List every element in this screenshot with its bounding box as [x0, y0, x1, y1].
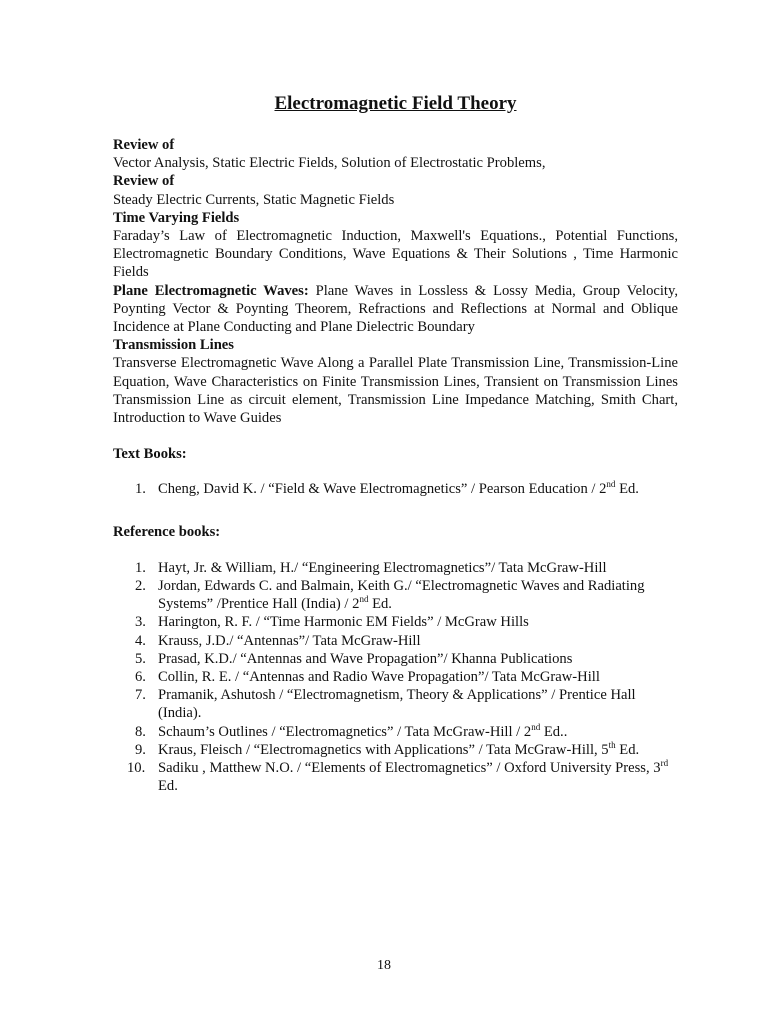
- list-number: 9.: [135, 741, 146, 758]
- list-item: [113, 613, 678, 631]
- list-item: [113, 686, 678, 722]
- ordinal-suffix: nd: [359, 594, 369, 605]
- book-edition: Ed.: [615, 741, 640, 758]
- list-item: [113, 559, 678, 577]
- section-body: Steady Electric Currents, Static Magnetic Fields: [113, 191, 395, 208]
- syllabus-section: [113, 336, 678, 427]
- syllabus-section: [113, 282, 678, 337]
- section-body: Transverse Electromagnetic Wave Along a Parallel Plate Transmission Line, Transmission-Line Equation, Wave Characteristics on Finite Transmission Lines, Transient on Transmission Lines Transmission Line as circuit element, Transmission Line Impedance Matching, Smith Chart, Introduction to Wave Guides: [113, 355, 678, 427]
- text-books-list: [113, 480, 678, 498]
- text-books-heading: Text Books:: [113, 446, 187, 463]
- syllabus-section: [113, 209, 678, 282]
- list-number: 6.: [135, 669, 146, 686]
- syllabus-section: [113, 136, 678, 172]
- book-citation: Collin, R. E. / “Antennas and Radio Wave Propagation”/ Tata McGraw-Hill: [158, 669, 600, 686]
- book-citation: Prasad, K.D./ “Antennas and Wave Propagation”/ Khanna Publications: [158, 650, 573, 667]
- ordinal-suffix: nd: [531, 721, 541, 732]
- list-number: 8.: [135, 723, 146, 740]
- section-paragraph: [113, 282, 678, 337]
- document-page: [113, 92, 678, 796]
- section-body: Vector Analysis, Static Electric Fields, Solution of Electrostatic Problems,: [113, 155, 546, 172]
- list-item: [113, 577, 678, 613]
- syllabus-section: [113, 172, 678, 208]
- book-citation: Sadiku , Matthew N.O. / “Elements of Electromagnetics” / Oxford University Press, 3: [158, 760, 661, 777]
- book-edition: Ed.: [158, 778, 178, 795]
- list-item: [113, 480, 678, 498]
- section-body: Plane Waves in Lossless & Lossy Media, Group Velocity, Poynting Vector & Poynting Theorem, Refractions and Reflections at Normal and Oblique Incidence at Plane Conducting and Plane Dielectric Boundary: [113, 282, 678, 336]
- book-citation: Schaum’s Outlines / “Electromagnetics” / Tata McGraw-Hill / 2: [158, 723, 532, 740]
- list-number: 1.: [135, 481, 146, 498]
- list-number: 2.: [135, 578, 146, 595]
- section-body: Faraday’s Law of Electromagnetic Induction, Maxwell's Equations., Potential Functions, Electromagnetic Boundary Conditions, Wave Equations & Their Solutions , Time Harmonic Fields: [113, 228, 678, 281]
- list-number: 5.: [135, 650, 146, 667]
- document-title: Electromagnetic Field Theory: [274, 93, 517, 114]
- book-citation: Kraus, Fleisch / “Electromagnetics with Applications” / Tata McGraw-Hill, 5: [158, 741, 609, 758]
- list-item: [113, 668, 678, 686]
- list-item: [113, 759, 678, 795]
- ordinal-suffix: nd: [606, 479, 616, 490]
- book-citation: Hayt, Jr. & William, H./ “Engineering Electromagnetics”/ Tata McGraw-Hill: [158, 559, 607, 576]
- reference-books-heading: Reference books:: [113, 523, 221, 540]
- book-citation: Krauss, J.D./ “Antennas”/ Tata McGraw-Hill: [158, 632, 421, 649]
- list-number: 3.: [135, 614, 146, 631]
- reference-books-list: [113, 559, 678, 796]
- list-number: 10.: [127, 760, 146, 777]
- book-citation: Cheng, David K. / “Field & Wave Electromagnetics” / Pearson Education / 2: [158, 481, 607, 498]
- book-edition: Ed..: [540, 723, 568, 740]
- list-item: [113, 723, 678, 741]
- book-edition: Ed.: [368, 596, 392, 613]
- list-number: 4.: [135, 632, 146, 649]
- section-heading: Review of: [113, 173, 175, 190]
- section-heading: Time Varying Fields: [113, 209, 240, 226]
- book-citation: Harington, R. F. / “Time Harmonic EM Fields” / McGraw Hills: [158, 614, 529, 631]
- list-number: 7.: [135, 687, 146, 704]
- page-number: 18: [377, 958, 391, 973]
- section-lead: Plane Electromagnetic Waves:: [113, 282, 309, 299]
- list-number: 1.: [135, 559, 146, 576]
- book-citation: Jordan, Edwards C. and Balmain, Keith G./ “Electromagnetic Waves and Radiating Systems” /Prentice Hall (India) / 2: [158, 578, 645, 613]
- section-heading: Transmission Lines: [113, 337, 234, 354]
- book-edition: Ed.: [615, 481, 639, 498]
- list-item: [113, 741, 678, 759]
- ordinal-suffix: rd: [660, 758, 669, 769]
- list-item: [113, 650, 678, 668]
- ordinal-suffix: th: [608, 740, 616, 751]
- section-heading: Review of: [113, 137, 175, 153]
- book-citation: Pramanik, Ashutosh / “Electromagnetism, Theory & Applications” / Prentice Hall (India).: [158, 687, 636, 722]
- list-item: [113, 632, 678, 650]
